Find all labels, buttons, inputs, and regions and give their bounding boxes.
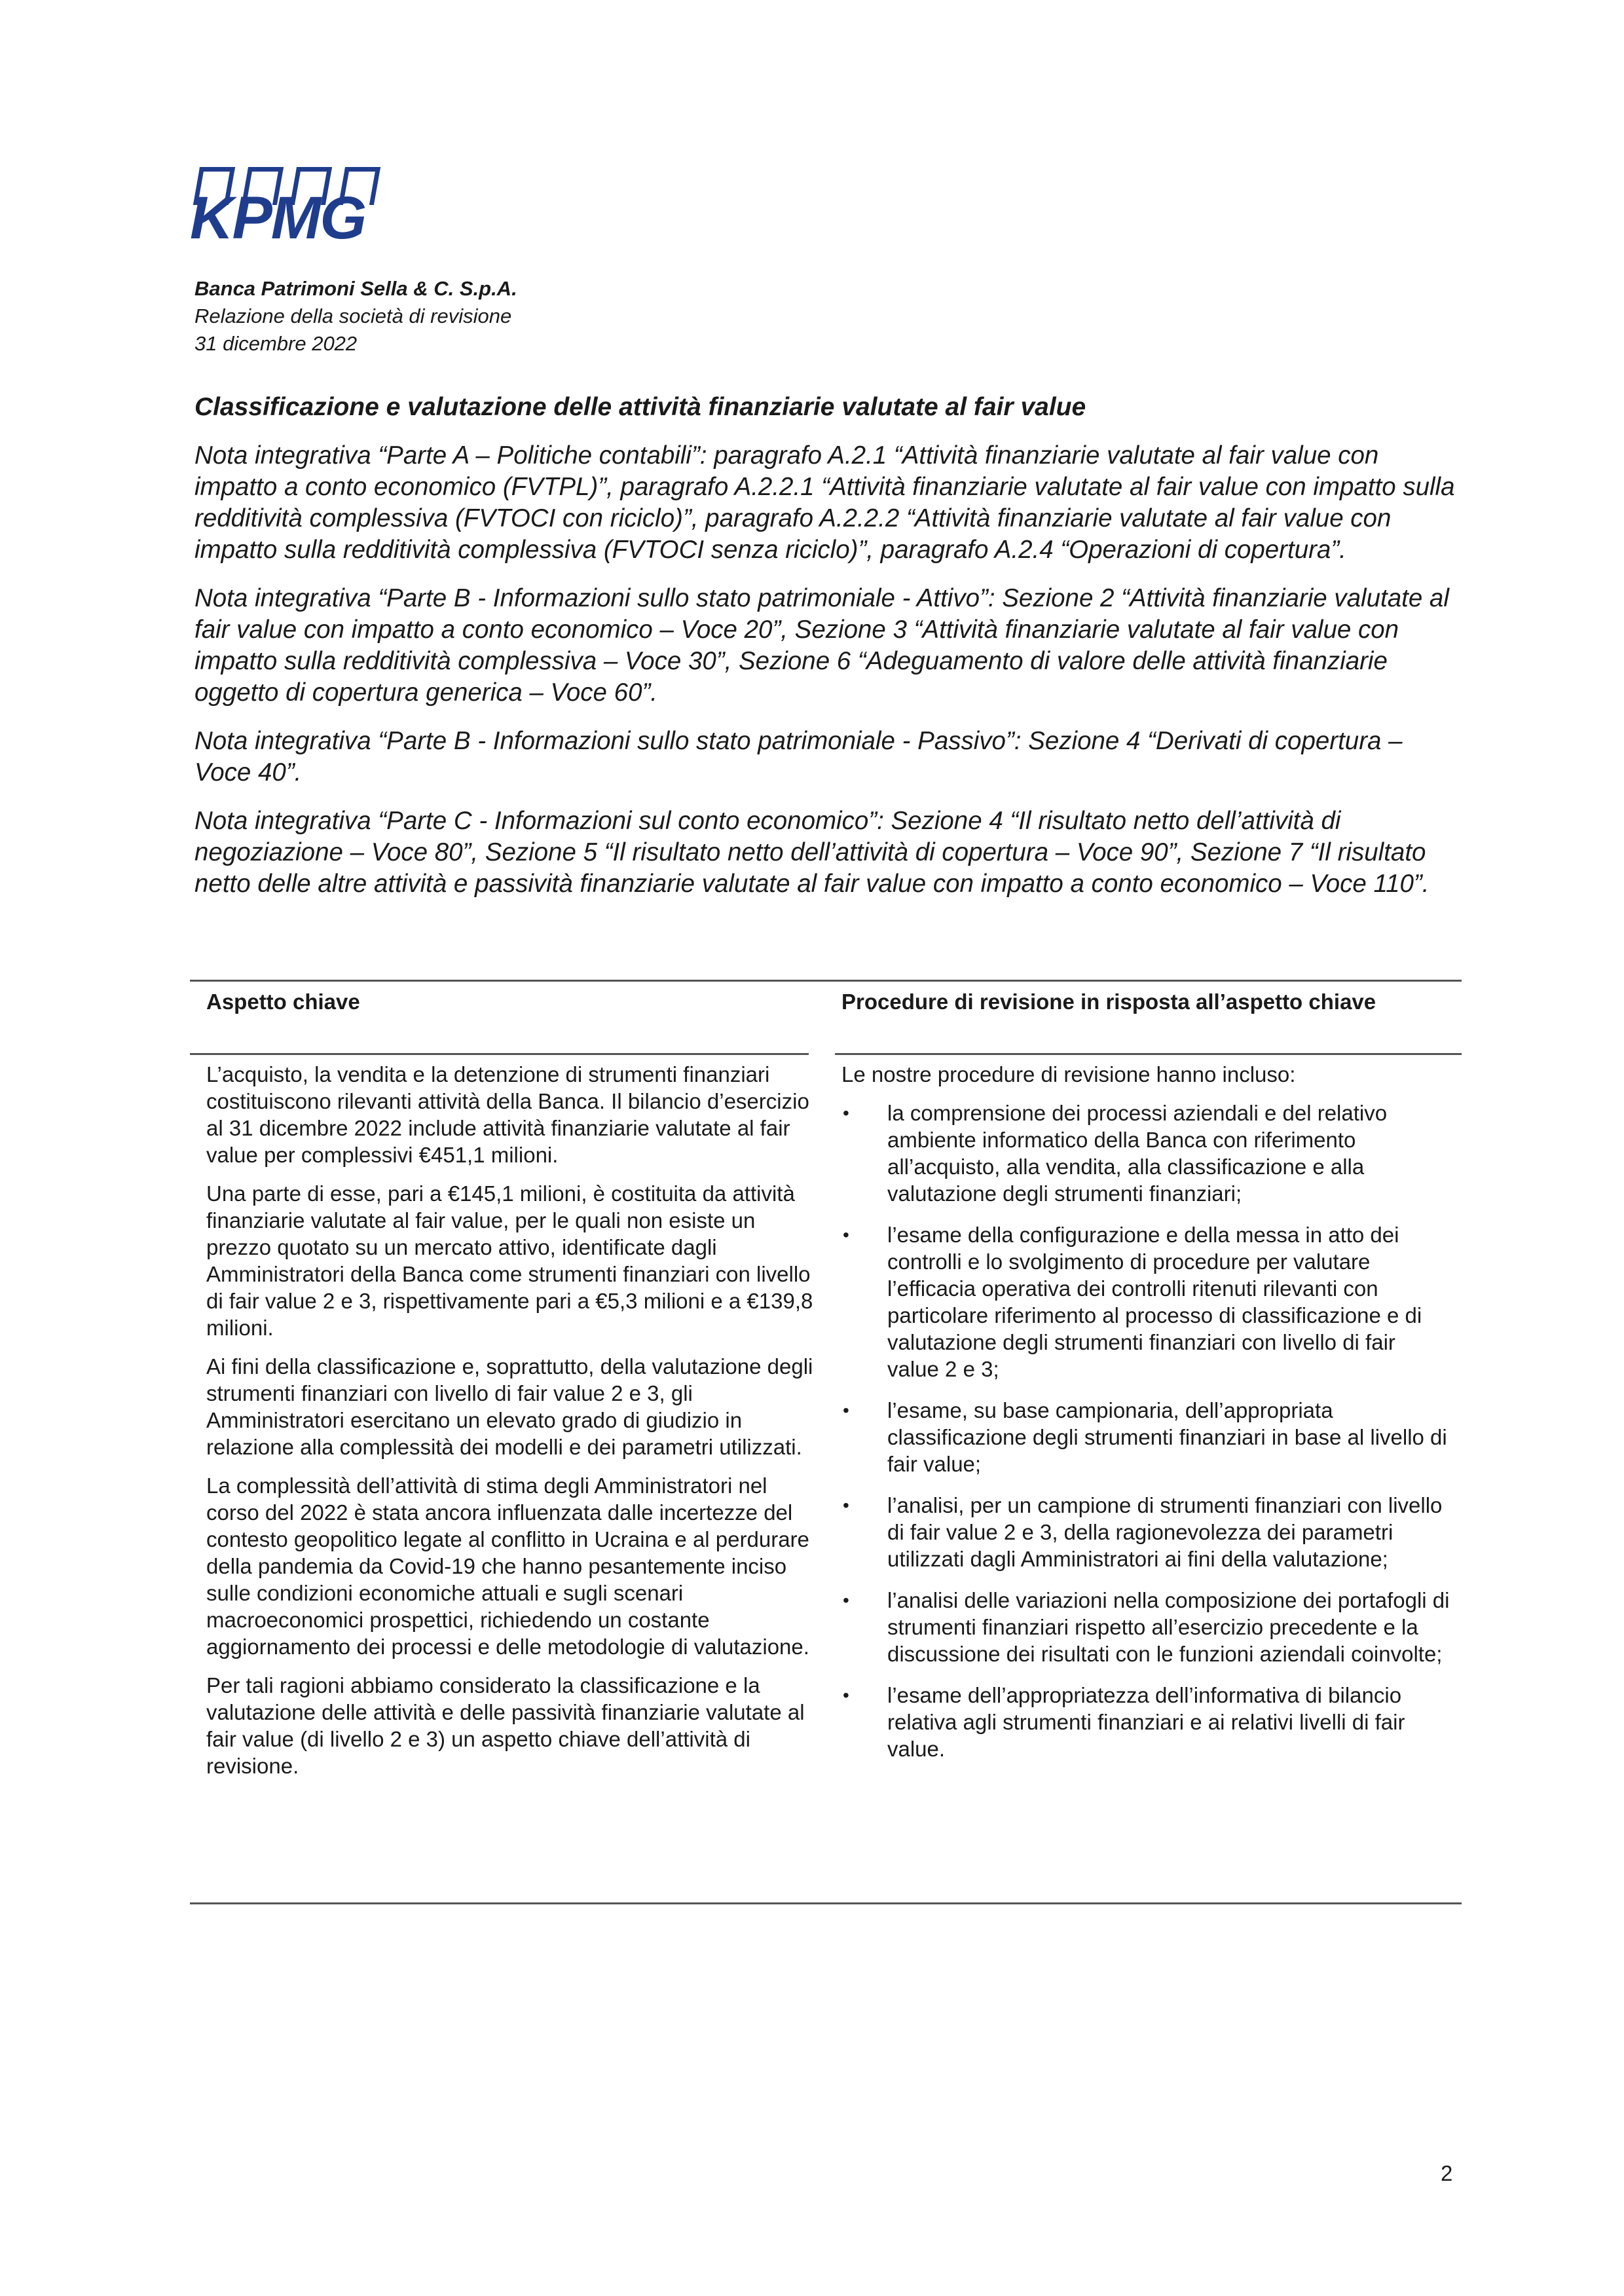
- notes-block: [194, 440, 1464, 917]
- left-column-header: Aspetto chiave: [206, 990, 360, 1014]
- bullet-icon: •: [843, 1400, 849, 1420]
- note-paragraph: Nota integrativa “Parte B - Informazioni sullo stato patrimoniale - Passivo”: Sezione 4 “Derivati di copertura – Voce 40”.: [194, 727, 1403, 787]
- procedure-item: [841, 1682, 1450, 1762]
- section-title: Classificazione e valutazione delle attività finanziarie valutate al fair value: [194, 393, 1086, 421]
- report-title: Relazione della società di revisione: [194, 305, 512, 327]
- note-paragraph: Nota integrativa “Parte A – Politiche contabili”: paragrafo A.2.1 “Attività finanziarie valutate al fair value con impatto a conto economico (FVTPL)”, paragrafo A.2.2.1 “Attività finanziarie valutate al fair value con impatto sulla redditività complessiva (FVTOCI con riciclo)”, paragrafo A.2.2.2 “Attività finanziarie valutate al fair value con impatto sulla redditività complessiva (FVTOCI senza riciclo)”, paragrafo A.2.4 “Operazioni di copertura”.: [194, 441, 1455, 564]
- audit-procedures-column: [841, 1061, 1450, 1777]
- procedure-text: la comprensione dei processi aziendali e del relativo ambiente informatico della Banca con riferimento all’acquisto, alla vendita, alla classificazione e alla valutazione degli strumenti finanziari;: [887, 1101, 1388, 1206]
- right-header-rule: [835, 1053, 1462, 1055]
- note-paragraph: Nota integrativa “Parte C - Informazioni sul conto economico”: Sezione 4 “Il risultato netto dell’attività di negoziazione – Voce 80”, Sezione 5 “Il risultato netto dell’attività di copertura – Voce 90”, Sezione 7 “Il risultato netto delle altre attività e passività finanziarie valutate al fair value con impatto a conto economico – Voce 110”.: [194, 807, 1430, 898]
- bullet-icon: •: [843, 1225, 849, 1245]
- key-aspect-paragraph: L’acquisto, la vendita e la detenzione di strumenti finanziari costituiscono rilevanti attività della Banca. Il bilancio d’esercizio al 31 dicembre 2022 include attività finanziarie valutate al fair value per complessivi €451,1 milioni.: [206, 1062, 809, 1167]
- note-paragraph: Nota integrativa “Parte B - Informazioni sullo stato patrimoniale - Attivo”: Sezione 2 “Attività finanziarie valutate al fair value con impatto a conto economico – Voce 20”, Sezione 3 “Attività finanziarie valutate al fair value con impatto sulla redditività complessiva – Voce 30”, Sezione 6 “Adeguamento di valore delle attività finanziarie oggetto di copertura generica – Voce 60”.: [194, 584, 1449, 707]
- procedure-item: [841, 1587, 1450, 1667]
- key-aspect-paragraph: Ai fini della classificazione e, soprattutto, della valutazione degli strumenti finanziari con livello di fair value 2 e 3, gli Amministratori esercitano un elevato grado di giudizio in relazione alla complessità dei modelli e dei parametri utilizzati.: [206, 1354, 813, 1459]
- procedure-text: l’analisi, per un campione di strumenti finanziari con livello di fair value 2 e 3, della ragionevolezza dei parametri utilizzati dagli Amministratori ai fini della valutazione;: [887, 1493, 1443, 1571]
- kpmg-logo: [190, 167, 406, 251]
- procedures-list: [841, 1100, 1450, 1762]
- table-bottom-rule: [190, 1902, 1462, 1904]
- procedure-text: l’esame, su base campionaria, dell’appropriata classificazione degli strumenti finanziari in base al livello di fair value;: [887, 1398, 1447, 1476]
- document-header: [194, 275, 517, 358]
- key-aspect-paragraph: Una parte di esse, pari a €145,1 milioni, è costituita da attività finanziarie valutate al fair value, per le quali non esiste un prezzo quotato su un mercato attivo, identificate dagli Amministratori della Banca come strumenti finanziari con livello di fair value 2 e 3, rispettivamente pari a €5,3 milioni e a €139,8 milioni.: [206, 1181, 813, 1340]
- procedure-item: [841, 1492, 1450, 1572]
- report-date: 31 dicembre 2022: [194, 332, 358, 355]
- procedure-item: [841, 1100, 1450, 1207]
- procedure-text: l’analisi delle variazioni nella composizione dei portafogli di strumenti finanziari rispetto all’esercizio precedente e la discussione dei risultati con le funzioni aziendali coinvolte;: [887, 1588, 1450, 1666]
- bullet-icon: •: [843, 1495, 849, 1515]
- company-name: Banca Patrimoni Sella & C. S.p.A.: [194, 277, 517, 300]
- key-aspect-paragraph: La complessità dell’attività di stima degli Amministratori nel corso del 2022 è stata ancora influenzata dalle incertezze del contesto geopolitico legate al conflitto in Ucraina e al perdurare della pandemia da Covid-19 che hanno pesantemente inciso sulle condizioni economiche attuali e sugli scenari macroeconomici prospettici, richiedendo un costante aggiornamento dei processi e delle metodologie di valutazione.: [206, 1473, 809, 1659]
- left-header-rule: [190, 1053, 809, 1055]
- procedure-text: l’esame dell’appropriatezza dell’informativa di bilancio relativa agli strumenti finanziari e ai relativi livelli di fair value.: [887, 1683, 1405, 1761]
- procedures-intro: Le nostre procedure di revisione hanno incluso:: [841, 1062, 1296, 1086]
- bullet-icon: •: [843, 1685, 849, 1705]
- logo-text: KPMG: [190, 185, 365, 251]
- table-top-rule: [190, 980, 1462, 982]
- procedure-text: l’esame della configurazione e della messa in atto dei controlli e lo svolgimento di procedure per valutare l’efficacia operativa dei controlli ritenuti rilevanti con particolare riferimento al processo di classificazione e di valutazione degli strumenti finanziari con livello di fair value 2 e 3;: [887, 1223, 1422, 1381]
- bullet-icon: •: [843, 1103, 849, 1123]
- procedure-item: [841, 1221, 1450, 1382]
- key-aspect-paragraph: Per tali ragioni abbiamo considerato la classificazione e la valutazione delle attività e delle passività finanziarie valutate al fair value (di livello 2 e 3) un aspetto chiave dell’attività di revisione.: [206, 1673, 805, 1778]
- bullet-icon: •: [843, 1590, 849, 1610]
- key-aspect-column: [206, 1061, 815, 1791]
- procedure-item: [841, 1397, 1450, 1477]
- right-column-header: Procedure di revisione in risposta all’aspetto chiave: [841, 990, 1376, 1014]
- page-number: 2: [1441, 2161, 1453, 2185]
